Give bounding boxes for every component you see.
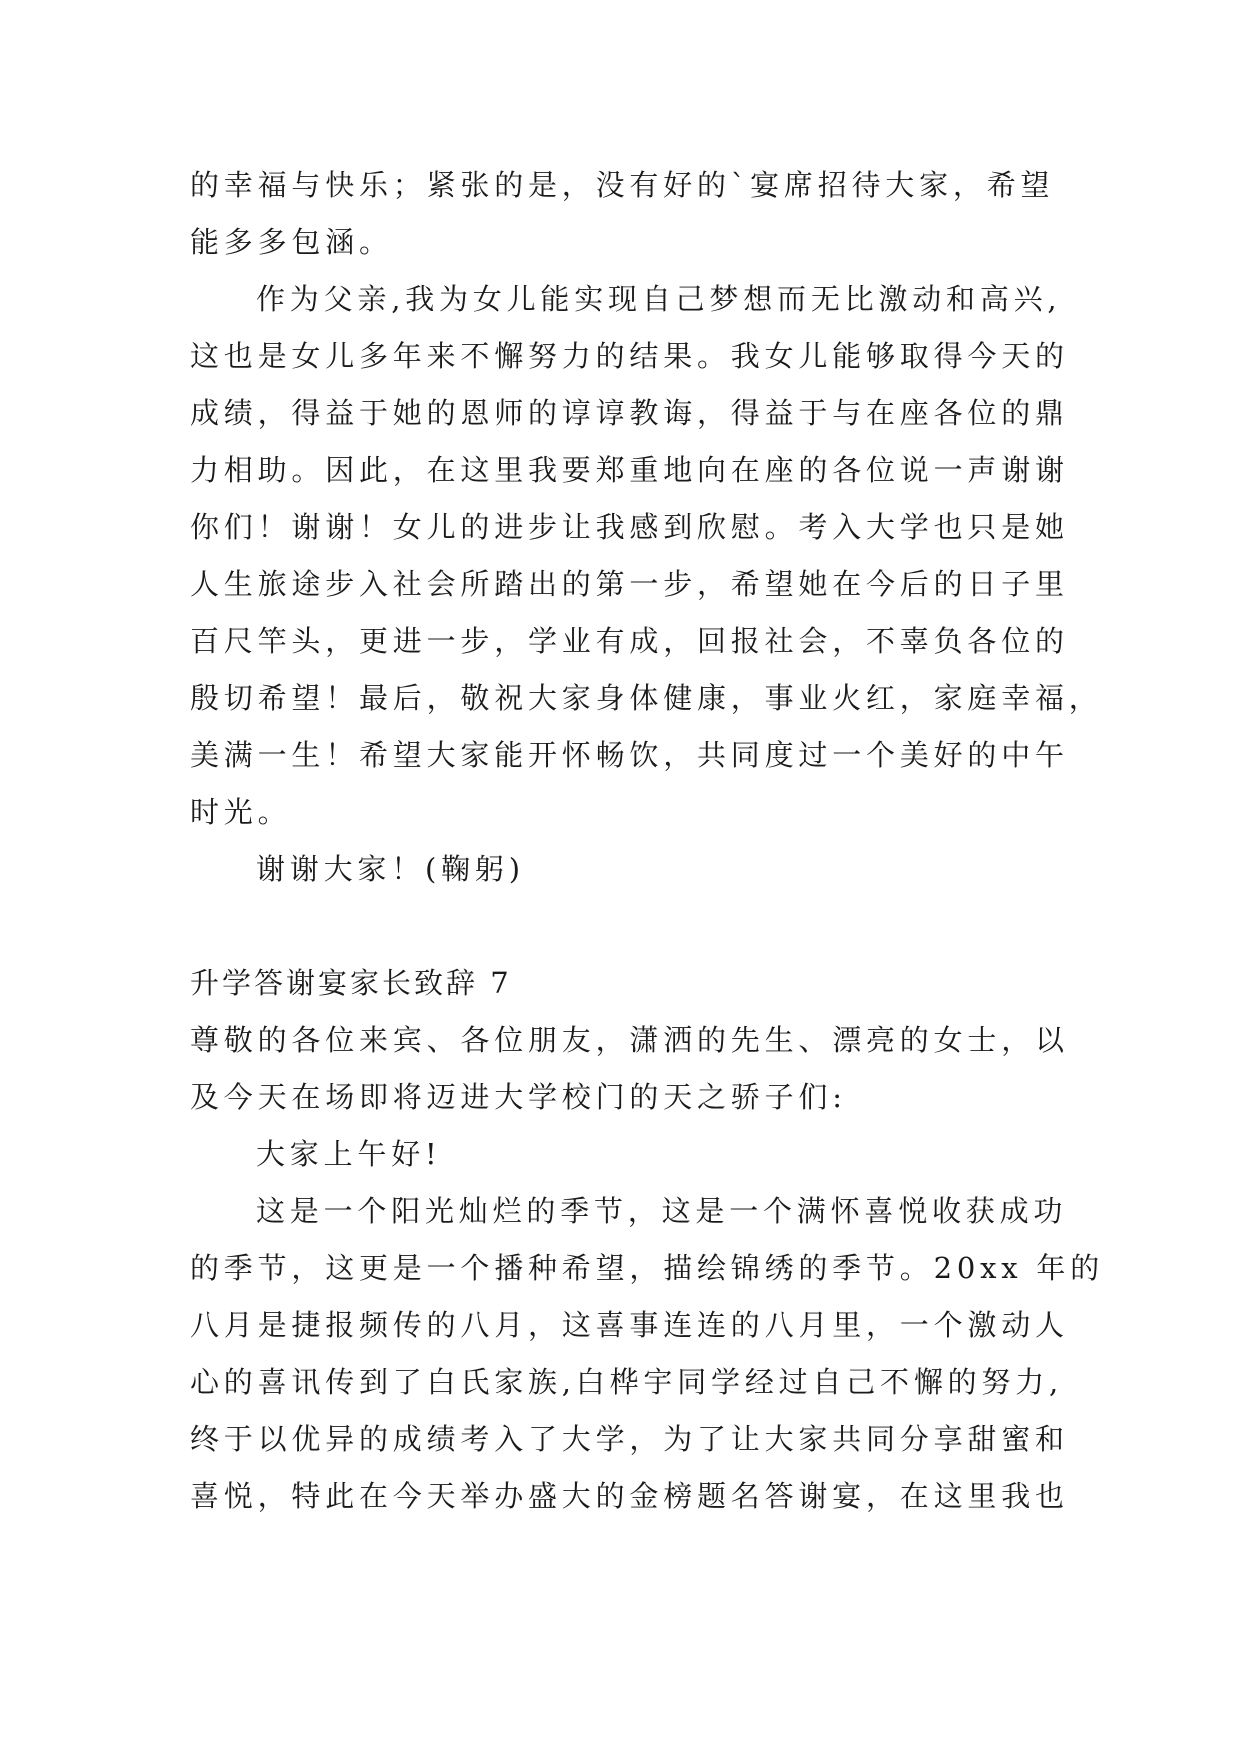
text-line: 力相助。因此，在这里我要郑重地向在座的各位说一声谢谢 xyxy=(190,453,1069,487)
text-line: 谢谢大家！(鞠躬) xyxy=(256,852,525,886)
text-line: 能多多包涵。 xyxy=(190,225,393,259)
text-line: 作为父亲,我为女儿能实现自己梦想而无比激动和高兴, xyxy=(256,282,1062,316)
text-line: 及今天在场即将迈进大学校门的天之骄子们: xyxy=(190,1080,847,1114)
text-line: 大家上午好! xyxy=(256,1137,442,1171)
text-line: 殷切希望！最后，敬祝大家身体健康，事业火红，家庭幸福， xyxy=(190,681,1103,715)
text-line: 这是一个阳光灿烂的季节，这是一个满怀喜悦收获成功 xyxy=(256,1194,1068,1228)
text-line: 人生旅途步入社会所踏出的第一步，希望她在今后的日子里 xyxy=(190,567,1069,601)
text-line: 美满一生！希望大家能开怀畅饮，共同度过一个美好的中午 xyxy=(190,738,1069,772)
text-line: 八月是捷报频传的八月，这喜事连连的八月里，一个激动人 xyxy=(190,1308,1069,1342)
text-line: 终于以优异的成绩考入了大学，为了让大家共同分享甜蜜和 xyxy=(190,1422,1069,1456)
text-line: 心的喜讯传到了白氏家族,白桦宇同学经过自己不懈的努力, xyxy=(190,1365,1064,1399)
section-heading: 升学答谢宴家长致辞 7 xyxy=(190,966,512,1000)
text-line: 时光。 xyxy=(190,795,292,829)
text-line: 尊敬的各位来宾、各位朋友，潇洒的先生、漂亮的女士，以 xyxy=(190,1023,1069,1057)
text-line: 你们！谢谢！女儿的进步让我感到欣慰。考入大学也只是她 xyxy=(190,510,1069,544)
text-line: 百尺竿头，更进一步，学业有成，回报社会，不辜负各位的 xyxy=(190,624,1069,658)
text-line: 成绩，得益于她的恩师的谆谆教诲，得益于与在座各位的鼎 xyxy=(190,396,1069,430)
text-line: 喜悦，特此在今天举办盛大的金榜题名答谢宴，在这里我也 xyxy=(190,1479,1069,1513)
text-line: 这也是女儿多年来不懈努力的结果。我女儿能够取得今天的 xyxy=(190,339,1069,373)
text-line: 的季节，这更是一个播种希望，描绘锦绣的季节。20xx 年的 xyxy=(190,1251,1105,1285)
text-line: 的幸福与快乐；紧张的是，没有好的`宴席招待大家，希望 xyxy=(190,168,1055,202)
